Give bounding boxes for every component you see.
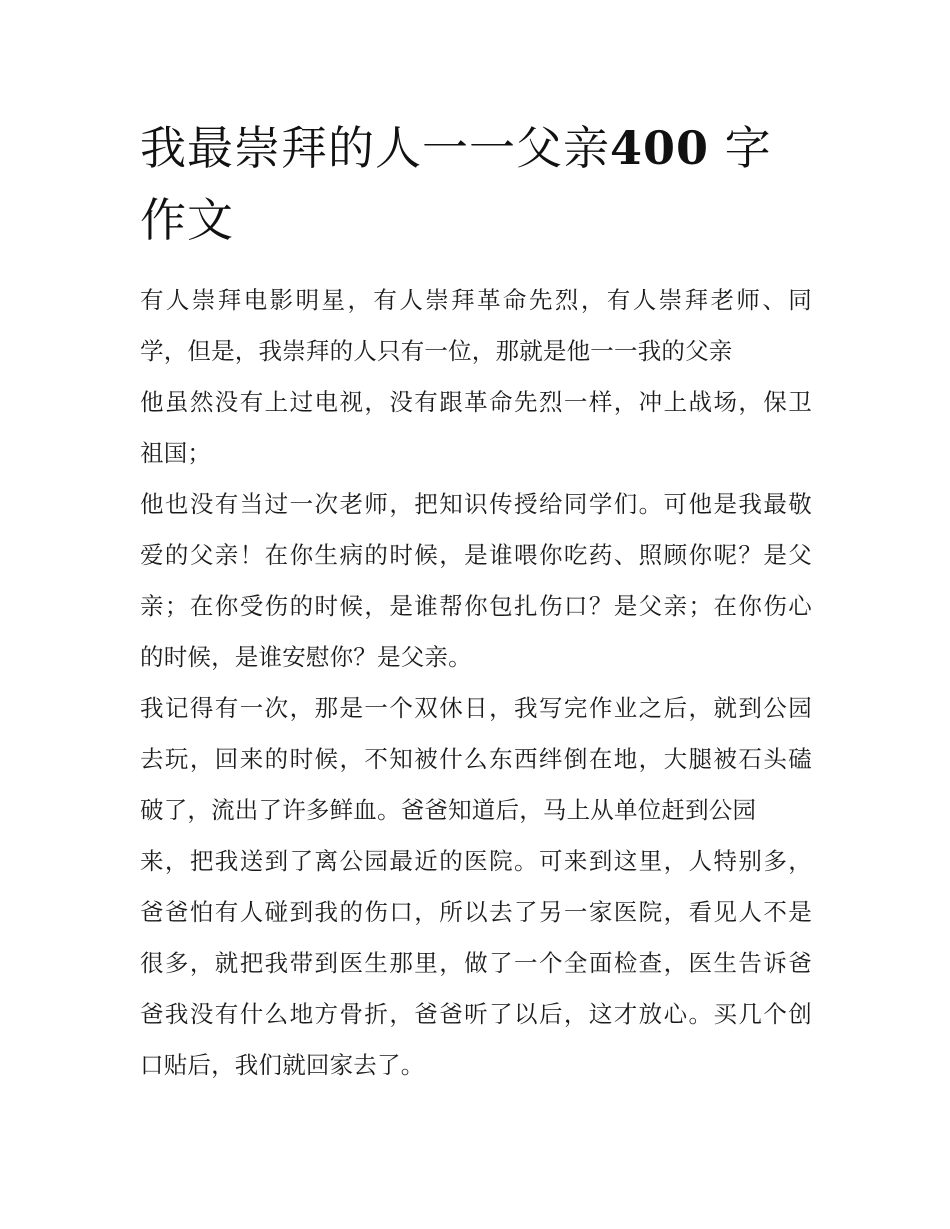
title-number: 400	[610, 121, 710, 175]
essay-line: 亲；在你受伤的时候，是谁帮你包扎伤口？是父亲；在你伤心	[140, 592, 812, 620]
essay-line: 破了，流出了许多鲜血。爸爸知道后，马上从单位赶到公园	[140, 796, 757, 824]
essay-line: 很多，就把我带到医生那里，做了一个全面检查，医生告诉爸	[140, 949, 812, 977]
essay-line: 他虽然没有上过电视，没有跟革命先烈一样，冲上战场，保卫	[140, 388, 812, 416]
essay-line: 他也没有当过一次老师，把知识传授给同学们。可他是我最敬	[140, 490, 812, 518]
essay-line: 爸我没有什么地方骨折，爸爸听了以后，这才放心。买几个创	[140, 1000, 812, 1028]
essay-body	[140, 278, 812, 1094]
essay-line: 来，把我送到了离公园最近的医院。可来到这里，人特别多，	[140, 847, 812, 875]
document-title	[140, 112, 810, 256]
essay-line: 爱的父亲！在你生病的时候，是谁喂你吃药、照顾你呢？是父	[140, 541, 812, 569]
essay-line: 我记得有一次，那是一个双休日，我写完作业之后，就到公园	[140, 694, 812, 722]
title-text-part1: 我最崇拜的人一一父亲	[140, 121, 610, 175]
essay-line: 的时候，是谁安慰你？是父亲。	[140, 643, 472, 671]
essay-line: 祖国；	[140, 439, 212, 467]
title-text-line2: 作文	[140, 193, 234, 247]
essay-line: 爸爸怕有人碰到我的伤口，所以去了另一家医院，看见人不是	[140, 898, 812, 926]
title-text-part2: 字	[724, 121, 772, 175]
essay-line: 学，但是，我崇拜的人只有一位，那就是他一一我的父亲	[140, 337, 733, 365]
essay-line: 有人崇拜电影明星，有人崇拜革命先烈，有人崇拜老师、同	[140, 286, 812, 314]
essay-line: 去玩，回来的时候，不知被什么东西绊倒在地，大腿被石头磕	[140, 745, 812, 773]
essay-line: 口贴后，我们就回家去了。	[140, 1051, 425, 1079]
